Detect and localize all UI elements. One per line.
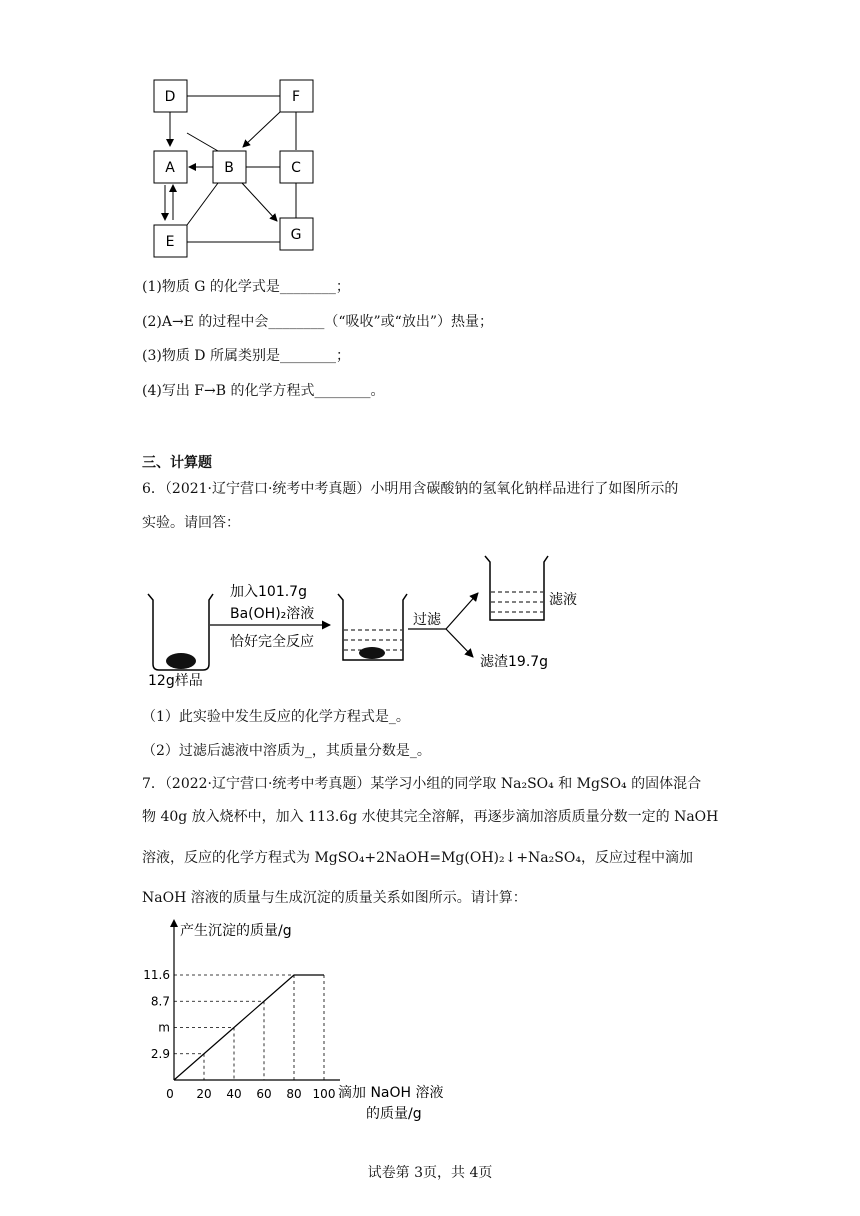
beaker-sample-icon	[148, 594, 213, 670]
x-tick-label: 20	[196, 1087, 212, 1101]
q6-stem-line2: 实验。请回答：	[142, 515, 240, 531]
series-line	[174, 975, 324, 1080]
q5-sub2: (2)A→E 的过程中会________（“吸收”或“放出”）热量；	[142, 314, 493, 330]
add-label: 加入101.7g	[230, 584, 307, 600]
section-title: 三、计算题	[142, 455, 212, 471]
node-a: A	[165, 160, 175, 176]
y-axis-label: 产生沉淀的质量/g	[180, 923, 292, 939]
edge-b-g	[242, 183, 277, 221]
node-d: D	[164, 89, 176, 105]
x-tick-label: 40	[226, 1087, 242, 1101]
q6-sub1: （1）此实验中发生反应的化学方程式是_。	[142, 709, 410, 725]
reagent-label: Ba(OH)₂溶液	[230, 606, 315, 622]
x-tick-label: 100	[312, 1087, 336, 1101]
q7-line2: 物 40g 放入烧杯中，加入 113.6g 水使其完全溶解，再逐步滴加溶质质量分数一定的 NaOH	[142, 809, 719, 825]
q6-experiment-figure	[140, 548, 577, 690]
edge-a-b-diag	[187, 133, 218, 151]
y-tick-label: m	[158, 1020, 170, 1035]
q7-line1: 7．（2022·辽宁营口·统考中考真题）某学习小组的同学取 Na₂SO₄ 和 MgSO₄ 的固体混合	[142, 776, 702, 792]
node-c: C	[291, 160, 301, 176]
node-e: E	[165, 234, 175, 250]
beaker-mixture-icon	[338, 594, 407, 660]
x-tick-label: 0	[166, 1087, 174, 1101]
filter-label: 过滤	[413, 612, 441, 628]
substance-relation-diagram	[140, 70, 340, 260]
node-g: G	[290, 227, 302, 243]
x-tick-label: 60	[256, 1087, 272, 1101]
q7-line3: 溶液，反应的化学方程式为 MgSO₄+2NaOH=Mg(OH)₂↓+Na₂SO₄，反应过程中滴加	[142, 850, 693, 866]
edge-f-b	[243, 112, 280, 147]
react-label: 恰好完全反应	[230, 634, 314, 650]
edge-b-e	[187, 183, 218, 225]
y-tick-label: 8.7	[150, 994, 170, 1009]
page-footer: 试卷第 3页，共 4页	[367, 1165, 493, 1181]
node-f: F	[291, 89, 301, 105]
residue-arrow	[446, 629, 473, 657]
filtrate-arrow	[446, 593, 478, 629]
sample-label: 12g样品	[148, 673, 203, 689]
x-axis-label-line2: 的质量/g	[366, 1106, 422, 1122]
q5-sub4: (4)写出 F→B 的化学方程式________。	[142, 383, 385, 399]
q6-sub2: （2）过滤后滤液中溶质为_，其质量分数是_。	[142, 743, 431, 759]
x-axis-label-line1: 滴加 NaOH 溶液	[338, 1085, 444, 1101]
y-tick-label: 2.9	[150, 1046, 170, 1061]
q5-sub3: (3)物质 D 所属类别是________；	[142, 348, 350, 364]
node-b: B	[224, 160, 234, 176]
y-tick-label: 11.6	[143, 968, 170, 982]
q6-stem-line1: 6．（2021·辽宁营口·统考中考真题）小明用含碳酸钠的氢氧化钠样品进行了如图所示的	[142, 481, 679, 497]
residue-label: 滤渣19.7g	[480, 654, 549, 670]
q5-sub1: (1)物质 G 的化学式是________；	[142, 279, 350, 295]
q7-line4: NaOH 溶液的质量与生成沉淀的质量关系如图所示。请计算：	[142, 890, 527, 906]
filtrate-label: 滤液	[549, 592, 577, 608]
x-tick-label: 80	[286, 1087, 302, 1101]
beaker-filtrate-icon	[485, 556, 548, 620]
precipitate-mass-chart	[140, 915, 480, 1130]
